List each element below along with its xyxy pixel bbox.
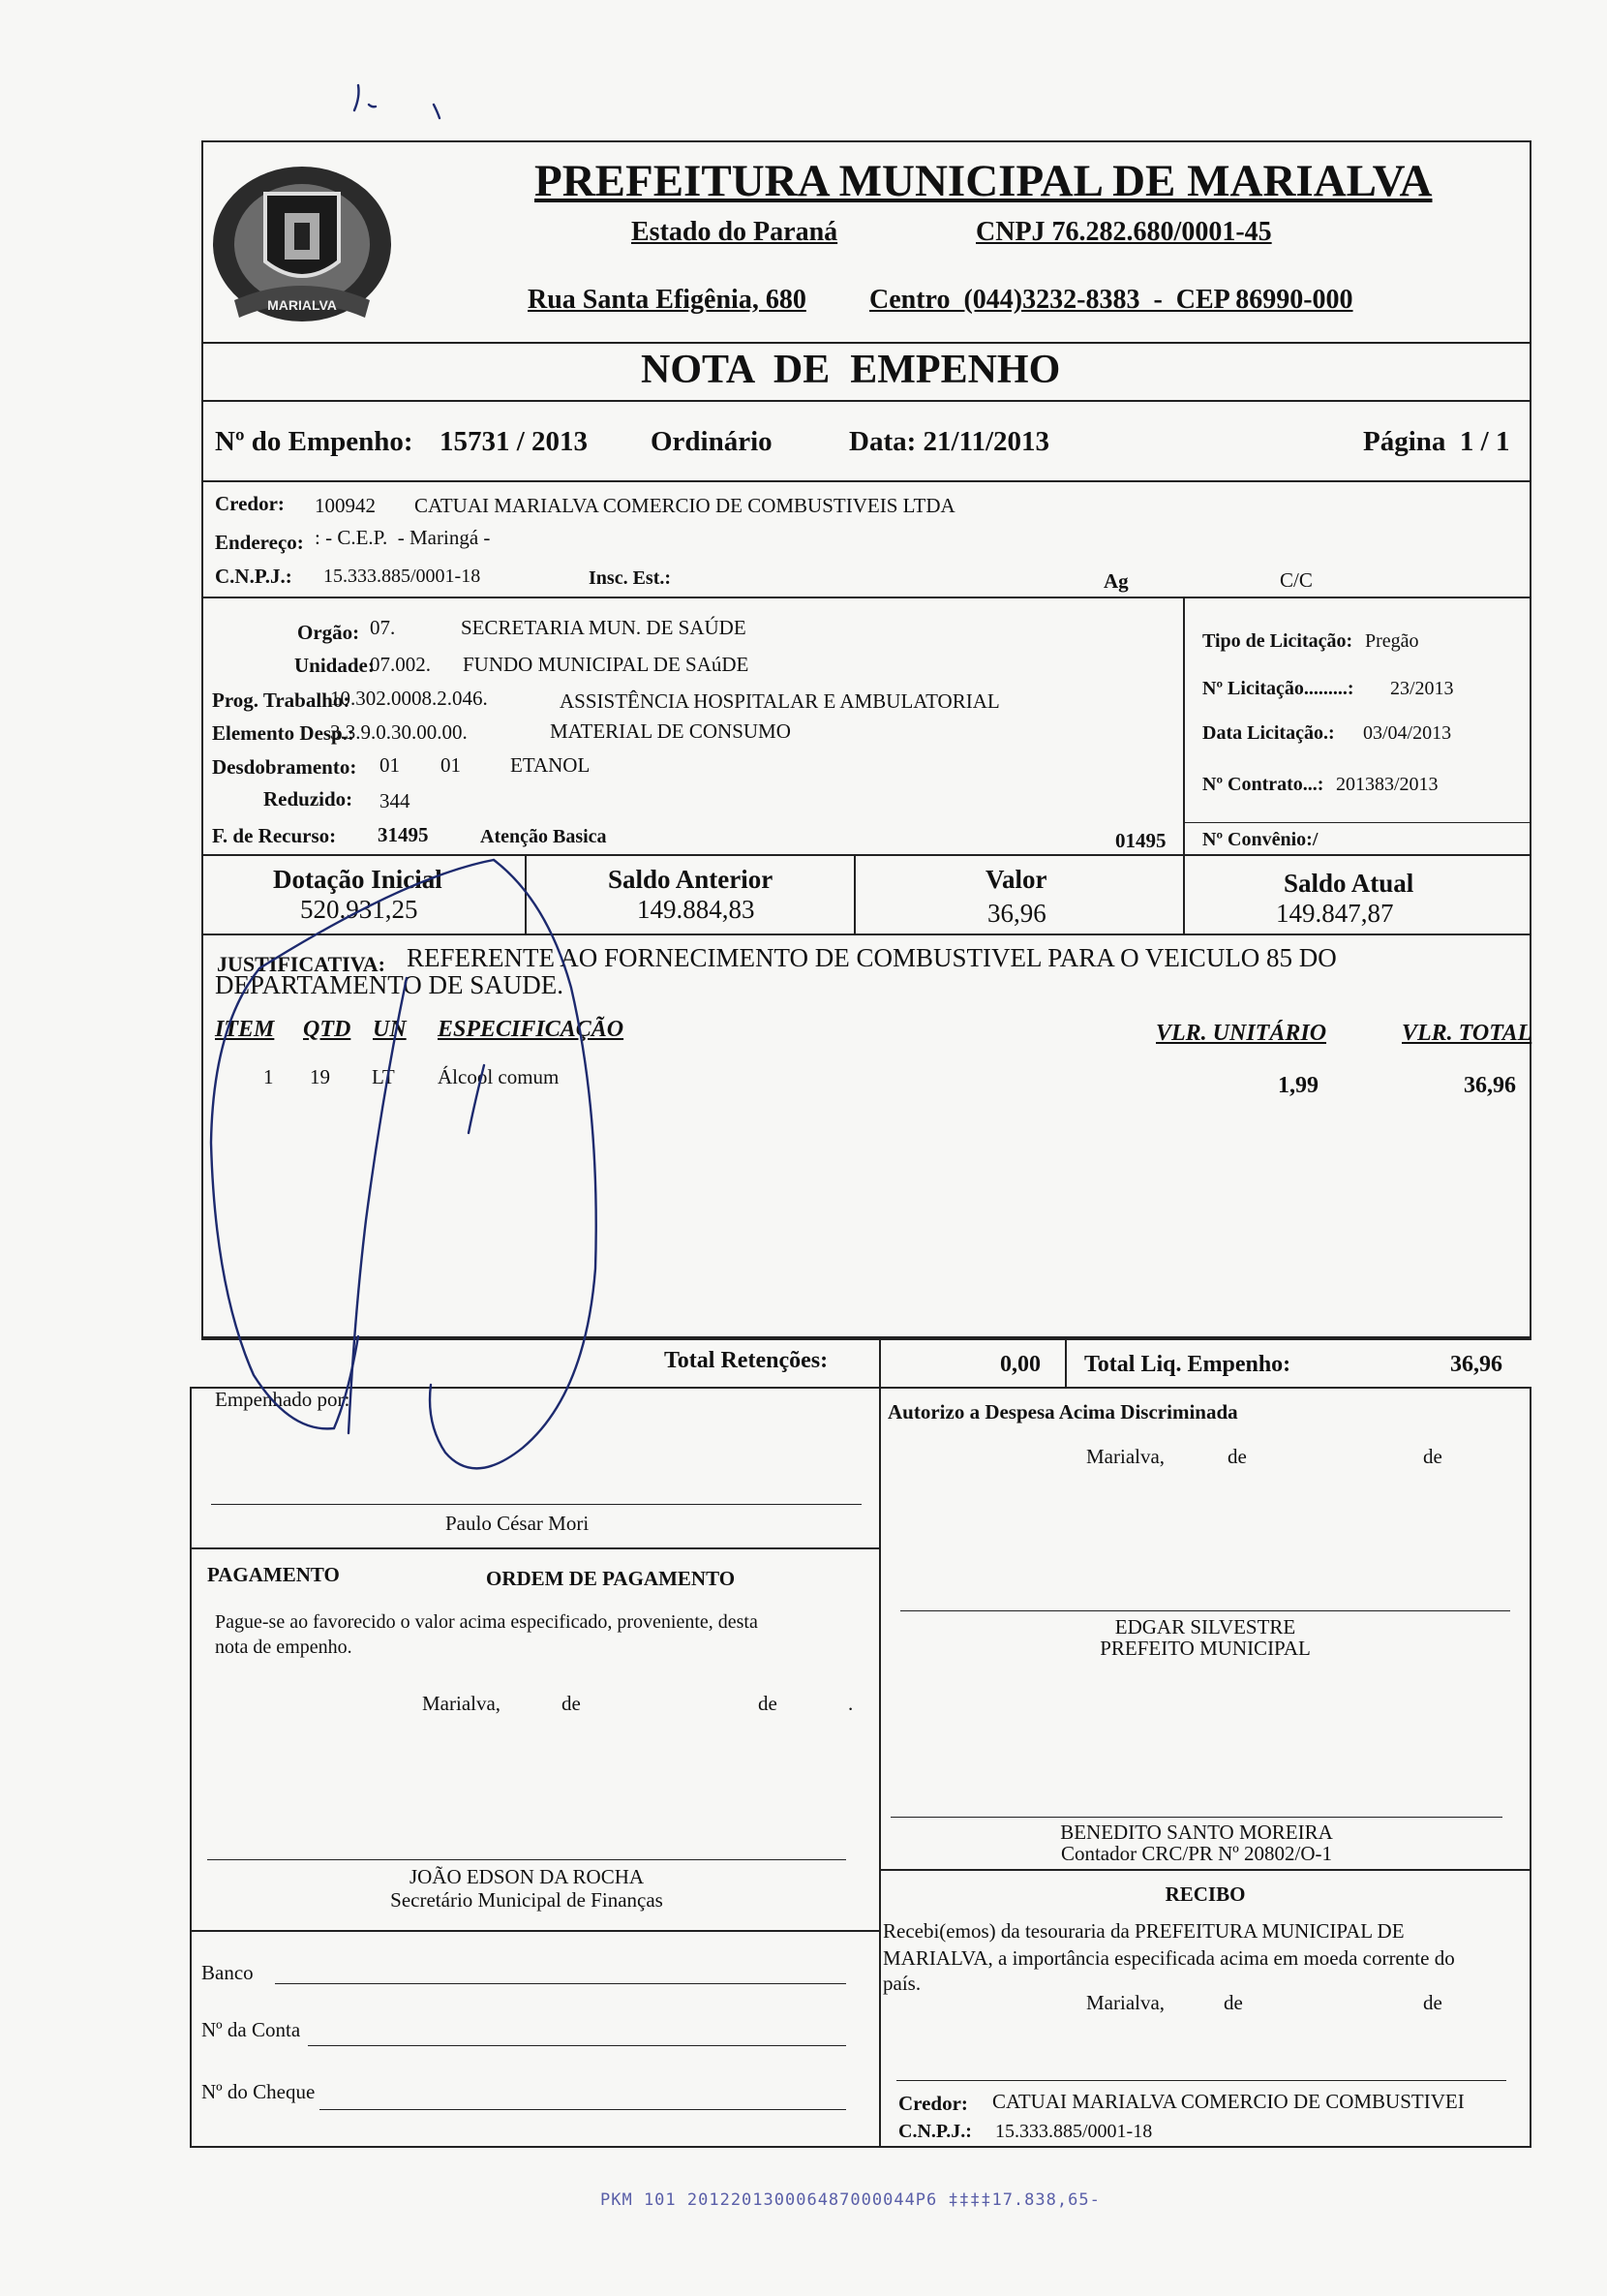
secretario-name: JOÃO EDSON DA ROCHA [409, 1865, 645, 1888]
secretario-signature-line [207, 1859, 846, 1860]
recibo-de2: de [1423, 1991, 1442, 2014]
item-number: 1 [263, 1065, 274, 1088]
bank-stamp: PKM 101 201220130006487000044P6 ‡‡‡‡17.838,65- [600, 2190, 1101, 2210]
empenhado-name: Paulo César Mori [445, 1512, 590, 1535]
item-qtd: 19 [310, 1065, 330, 1088]
recibo-title: RECIBO [1165, 1883, 1246, 1906]
desdobramento-name: ETANOL [510, 753, 591, 777]
coat-of-arms-icon [205, 155, 399, 339]
footer-cnpj: 15.333.885/0001-18 [995, 2121, 1153, 2142]
recurso-name: Atenção Basica [480, 826, 607, 847]
saldo-atual-value: 149.847,87 [1276, 899, 1394, 928]
dotacao-label: Dotação Inicial [273, 865, 442, 894]
unidade-name: FUNDO MUNICIPAL DE SAúDE [463, 653, 749, 676]
budget-divider [1183, 597, 1185, 856]
contrato-label: Nº Contrato...: [1202, 774, 1324, 795]
recibo-line1: Recebi(emos) da tesouraria da PREFEITURA MUNICIPAL DE [883, 1919, 1405, 1943]
autorizo-signature-line [900, 1610, 1510, 1611]
item-total: 36,96 [1464, 1073, 1516, 1098]
item-un: LT [372, 1065, 395, 1088]
col-item: ITEM [215, 1017, 275, 1042]
prefeito-name: EDGAR SILVESTRE [1114, 1615, 1296, 1638]
header-cnpj: CNPJ 76.282.680/0001-45 [976, 217, 1272, 247]
justificativa-line1: REFERENTE AO FORNECIMENTO DE COMBUSTIVEL PARA O VEICULO 85 DO [407, 943, 1337, 972]
liquido-value: 36,96 [1450, 1352, 1502, 1377]
col-unit-price: VLR. UNITÁRIO [1156, 1021, 1327, 1046]
desdobramento-a: 01 [379, 753, 400, 777]
autorizo-de1: de [1228, 1445, 1247, 1468]
pagamento-text1: Pague-se ao favorecido o valor acima especificado, proveniente, desta [215, 1611, 758, 1633]
recibo-line3: país. [883, 1972, 922, 1995]
banco-label: Banco [201, 1961, 254, 1984]
saldo-anterior-label: Saldo Anterior [608, 865, 773, 894]
credor-code: 100942 [315, 494, 376, 517]
pagamento-de2: de [758, 1692, 777, 1715]
crest-text: MARIALVA [267, 297, 337, 313]
header-address: Centro (044)3232-8383 - CEP 86990-000 [869, 285, 1353, 315]
autorizo-city: Marialva, [1086, 1445, 1166, 1468]
desdobramento-b: 01 [440, 753, 461, 777]
justificativa-label: JUSTIFICATIVA: [217, 952, 386, 976]
contador-signature-line [891, 1817, 1502, 1818]
valor-value: 36,96 [987, 899, 1046, 928]
secretario-role: Secretário Municipal de Finanças [390, 1888, 663, 1912]
elemento-code: 3.3.9.0.30.00.00. [330, 720, 468, 744]
footer-credor-label: Credor: [898, 2092, 968, 2115]
insc-label: Insc. Est.: [589, 567, 672, 589]
credor-label: Credor: [215, 492, 285, 515]
item-spec: Álcool comum [438, 1065, 560, 1088]
conta-field-line[interactable] [308, 2045, 846, 2046]
address-label: Endereço: [215, 531, 304, 554]
orgao-code: 07. [370, 616, 396, 639]
elemento-name: MATERIAL DE CONSUMO [550, 719, 791, 743]
prog-name: ASSISTÊNCIA HOSPITALAR E AMBULATORIAL [560, 689, 1000, 713]
item-unit-price: 1,99 [1278, 1073, 1319, 1098]
data-licitacao: 03/04/2013 [1363, 722, 1452, 744]
data-licitacao-label: Data Licitação.: [1202, 722, 1335, 744]
recurso-code: 31495 [378, 823, 429, 846]
saldo-atual-label: Saldo Atual [1284, 869, 1414, 898]
empenho-page: Página 1 / 1 [1363, 426, 1510, 457]
credor-cnpj: 15.333.885/0001-18 [323, 566, 481, 587]
tipo-licitacao-label: Tipo de Licitação: [1202, 630, 1353, 652]
valor-label: Valor [985, 865, 1047, 894]
reduzido-value: 344 [379, 789, 410, 812]
unidade-code: 07.002. [370, 653, 431, 676]
empenhado-label: Empenhado por: [215, 1388, 350, 1411]
orgao-name: SECRETARIA MUN. DE SAÚDE [461, 616, 746, 639]
lower-frame [190, 1387, 1531, 2148]
desdobramento-label: Desdobramento: [212, 755, 357, 779]
empenho-date: Data: 21/11/2013 [849, 426, 1050, 457]
pagamento-text2: nota de empenho. [215, 1637, 352, 1658]
recurso-label: F. de Recurso: [212, 824, 337, 847]
col-total: VLR. TOTAL [1402, 1021, 1532, 1046]
page-title: PREFEITURA MUNICIPAL DE MARIALVA [534, 156, 1433, 206]
recibo-city: Marialva, [1086, 1991, 1166, 2014]
convenio-label: Nº Convênio:/ [1202, 829, 1319, 850]
doc-title: NOTA DE EMPENHO [641, 348, 1061, 392]
footer-cnpj-label: C.N.P.J.: [898, 2121, 972, 2142]
empenho-label: Nº do Empenho: [215, 426, 413, 457]
pagamento-de1: de [561, 1692, 581, 1715]
credor-name: CATUAI MARIALVA COMERCIO DE COMBUSTIVEIS LTDA [414, 494, 955, 517]
recibo-line2: MARIALVA, a importância especificada acima em moeda corrente do [883, 1946, 1455, 1970]
justificativa-line2: DEPARTAMENTO DE SAUDE. [215, 970, 563, 999]
header-state: Estado do Paraná [631, 217, 838, 247]
ordem-label: ORDEM DE PAGAMENTO [486, 1567, 736, 1590]
prog-code: 10.302.0008.2.046. [330, 687, 488, 710]
numero-licitacao-label: Nº Licitação.........: [1202, 678, 1354, 699]
elemento-label: Elemento Desp.: [212, 721, 354, 745]
banco-field-line[interactable] [275, 1983, 846, 1984]
cheque-label: Nº do Cheque [201, 2080, 316, 2103]
empenho-type: Ordinário [651, 426, 773, 457]
liquido-label: Total Liq. Empenho: [1084, 1352, 1291, 1377]
autorizo-label: Autorizo a Despesa Acima Discriminada [888, 1400, 1238, 1424]
cheque-field-line[interactable] [319, 2109, 846, 2110]
reduzido-label: Reduzido: [263, 787, 353, 811]
contador-name: BENEDITO SANTO MOREIRA [1060, 1821, 1333, 1844]
autorizo-de2: de [1423, 1445, 1442, 1468]
prefeito-role: PREFEITO MUNICIPAL [1100, 1637, 1311, 1660]
cnpj-label: C.N.P.J.: [215, 565, 292, 588]
tipo-licitacao: Pregão [1365, 630, 1419, 652]
col-spec: ESPECIFICAÇÃO [438, 1017, 624, 1042]
empenhado-signature-line [211, 1504, 862, 1505]
pagamento-dot: . [848, 1692, 854, 1715]
pagamento-label: PAGAMENTO [207, 1563, 340, 1586]
retencoes-value: 0,00 [1000, 1352, 1041, 1377]
prog-label: Prog. Trabalho: [212, 689, 350, 712]
saldo-anterior-value: 149.884,83 [637, 895, 755, 924]
footer-credor-name: CATUAI MARIALVA COMERCIO DE COMBUSTIVEI [992, 2090, 1465, 2113]
unidade-label: Unidade: [294, 654, 375, 677]
contador-role: Contador CRC/PR Nº 20802/O-1 [1060, 1842, 1333, 1865]
pagamento-city: Marialva, [422, 1692, 501, 1715]
empenho-number: 15731 / 2013 [440, 426, 589, 457]
conta-label: Nº da Conta [201, 2018, 301, 2041]
dotacao-value: 520.931,25 [300, 895, 418, 924]
cc-label: C/C [1280, 568, 1313, 592]
numero-licitacao: 23/2013 [1390, 678, 1454, 699]
ag-label: Ag [1104, 569, 1129, 593]
col-qtd: QTD [303, 1017, 351, 1042]
col-un: UN [373, 1017, 407, 1042]
contrato: 201383/2013 [1336, 774, 1439, 795]
recurso-right: 01495 [1115, 829, 1167, 852]
recibo-de1: de [1224, 1991, 1243, 2014]
orgao-label: Orgão: [297, 621, 360, 644]
header-street: Rua Santa Efigênia, 680 [528, 285, 806, 315]
retencoes-label: Total Retenções: [664, 1348, 829, 1373]
credor-address: : - C.E.P. - Maringá - [315, 526, 491, 549]
